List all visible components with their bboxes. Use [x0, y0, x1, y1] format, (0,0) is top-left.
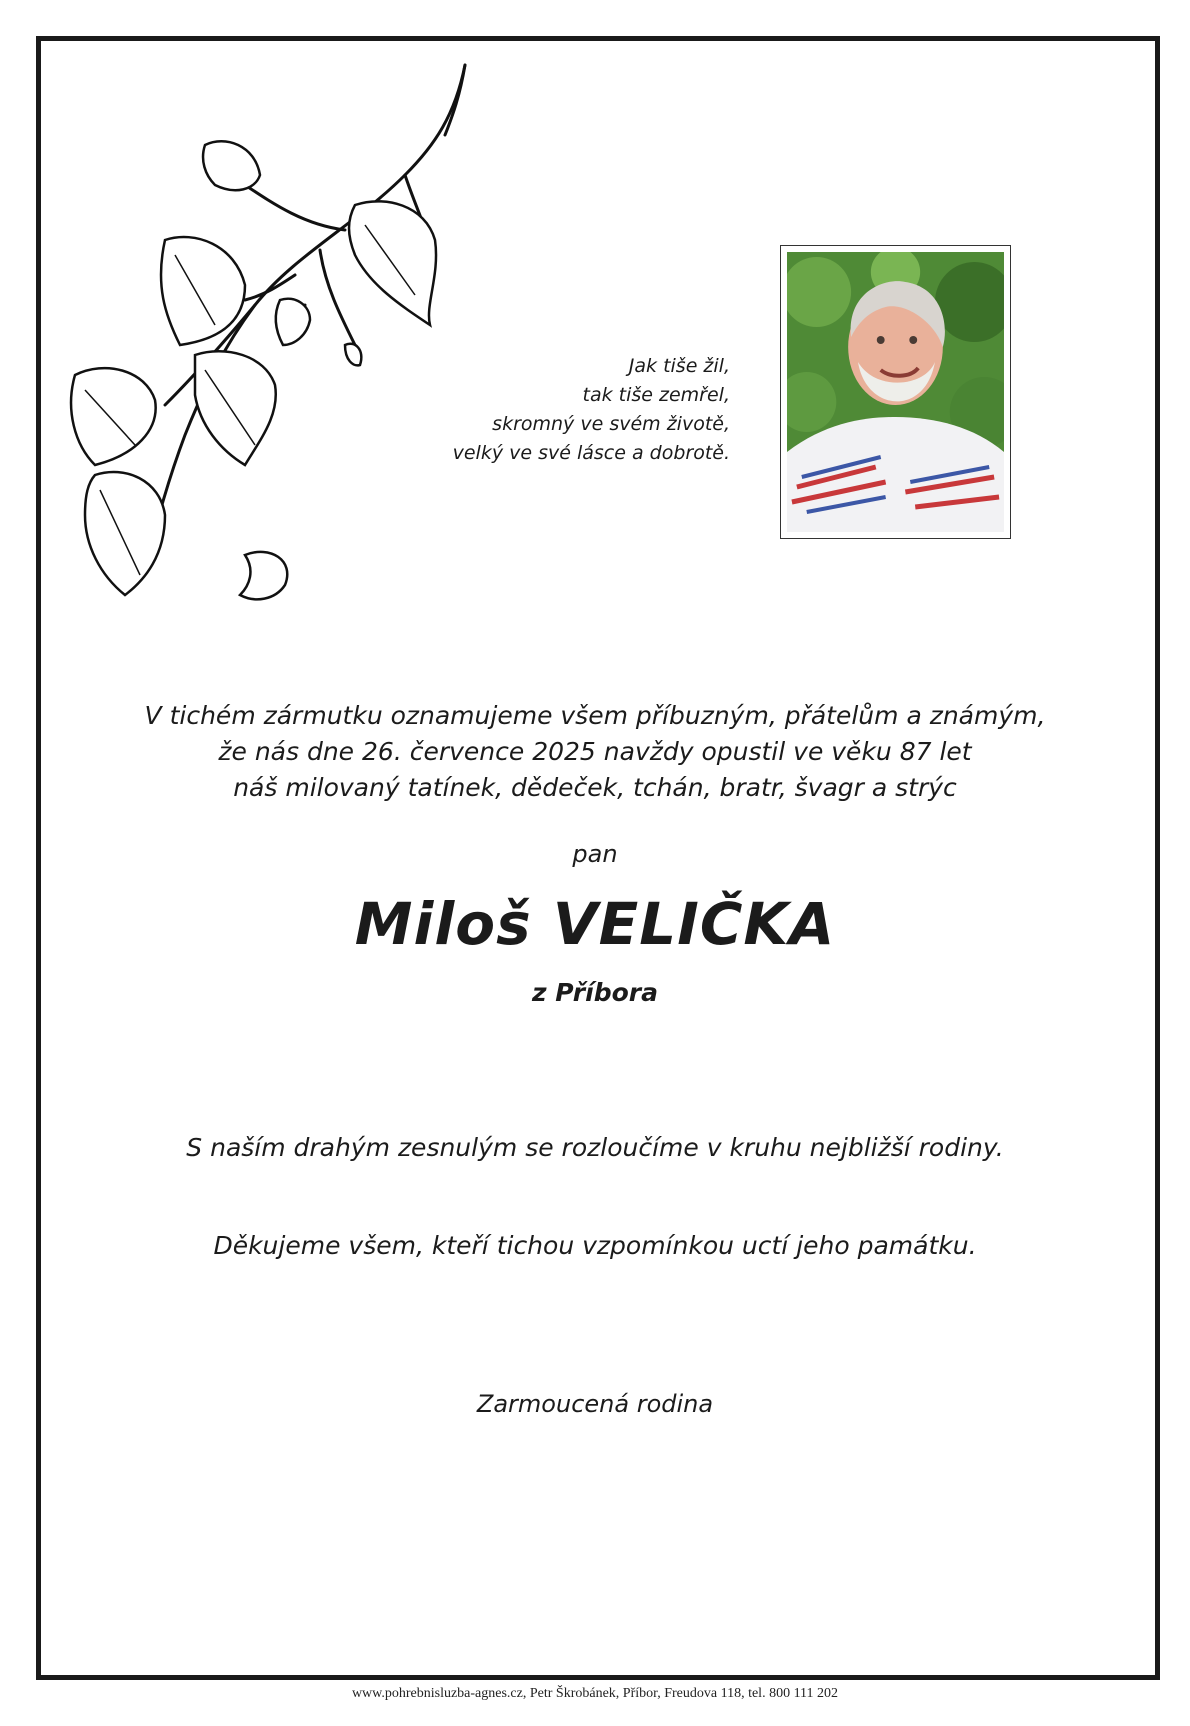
poem-line: skromný ve svém životě, [492, 413, 730, 435]
portrait-photo [787, 252, 1004, 532]
deceased-name: Miloš VELIČKA [354, 890, 836, 958]
deceased-origin: z Příbora [532, 978, 658, 1007]
honorific: pan [572, 840, 618, 868]
announcement-line: že nás dne 26. července 2025 navždy opustil ve věku 87 let [218, 737, 972, 766]
funeral-service-footer: www.pohrebnisluzba-agnes.cz, Petr Škrobánek, Příbor, Freudova 118, tel. 800 111 202 [351, 1686, 839, 1701]
poem-line: tak tiše zemřel, [582, 384, 730, 406]
poem-line: Jak tiše žil, [628, 355, 730, 377]
farewell-note: S naším drahým zesnulým se rozloučíme v kruhu nejbližší rodiny. [186, 1133, 1004, 1162]
family-signoff: Zarmoucená rodina [476, 1390, 714, 1418]
poem-line: velký ve své lásce a dobrotě. [452, 442, 730, 464]
announcement-line: V tichém zármutku oznamujeme všem příbuzným, přátelům a známým, [144, 701, 1046, 730]
memorial-poem [430, 352, 730, 468]
announcement [0, 698, 1190, 806]
portrait-frame [780, 245, 1011, 539]
announcement-line: náš milovaný tatínek, dědeček, tchán, bratr, švagr a strýc [233, 773, 957, 802]
branch-illustration [55, 55, 485, 675]
thanks-note: Děkujeme všem, kteří tichou vzpomínkou uctí jeho památku. [213, 1231, 977, 1260]
